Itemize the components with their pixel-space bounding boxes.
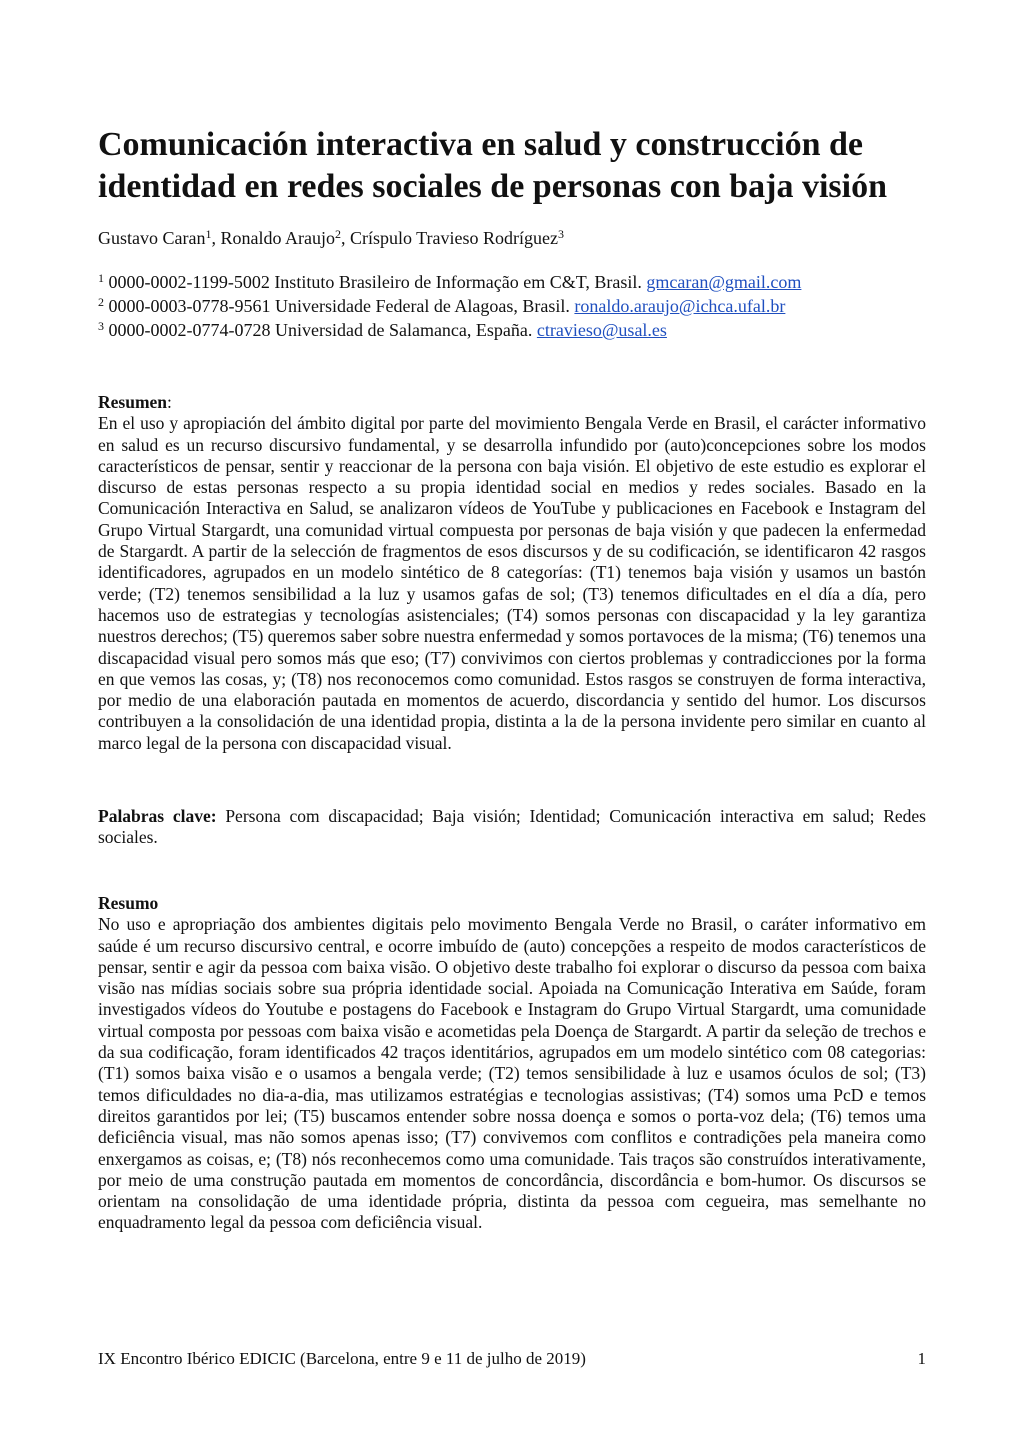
- title-line-2: identidad en redes sociales de personas con baja visión: [98, 168, 888, 205]
- title-line-1: Comunicación interactiva en salud y construcción de: [98, 126, 863, 163]
- abstract-portuguese: [98, 893, 926, 1234]
- author-name: Ronaldo Araujo: [220, 228, 335, 248]
- paper-title: [98, 124, 928, 208]
- author-affiliation-marker: 1: [205, 227, 212, 241]
- abstract-heading: Resumen: [98, 392, 168, 412]
- resumo-body: No uso e apropriação dos ambientes digitais pelo movimento Bengala Verde no Brasil, o caráter informativo em saúde é um recurso discursivo central, e ocorre imbuído de (auto) concepções a respeito de modos característicos de pensar, sentir e agir da pessoa com baixa visão. O objetivo deste trabalho foi explorar o discurso da pessoa com baixa visão nas mídias sociais sobre sua própria identidade social. Apoiada na Comunicação Interativa em Saúde, foram investigados vídeos do Youtube e postagens do Facebook e Instagram do Grupo Virtual Stargardt, uma comunidade virtual composta por pessoas com baixa visão e acometidas pela Doença de Stargardt. A partir da seleção de trechos e da sua codificação, foram identificados 42 traços identitários, agrupados em um modelo sintético com 08 categorias: (T1) somos baixa visão e o usamos a bengala verde; (T2) temos sensibilidade à luz e usamos óculos de sol; (T3) temos dificuldades no dia-a-dia, mas utilizamos estratégias e tecnologias assistivas; (T4) somos uma PcD e temos direitos garantidos por lei; (T5) buscamos entender sobre nossa doença e somos o porta-voz dela; (T6) temos uma deficiência visual, mas não somos apenas isso; (T7) convivemos com conflitos e contradições pela maneira como enxergamos as coisas, e; (T8) nós reconhecemos como uma comunidade. Tais traços são construídos interativamente, por meio de uma construção pautada em momentos de concordância, discordância e bom-humor. Os discursos se orientam na consolidação de uma identidade própria, distinta da pessoa com cegueira, mas semelhante no enquadramento legal da pessoa com deficiência visual.: [98, 914, 926, 1233]
- author-name: Gustavo Caran: [98, 228, 206, 248]
- page-number: 1: [917, 1349, 926, 1368]
- affiliation-item: [98, 318, 928, 342]
- affiliation-text: 0000-0002-0774-0728 Universidad de Salamanca, España.: [108, 320, 533, 340]
- abstract-heading-colon: :: [167, 392, 172, 412]
- keywords-label: Palabras clave:: [98, 806, 217, 826]
- author-affiliation-marker: 3: [558, 227, 564, 241]
- keywords-text: Persona com discapacidad; Baja visión; Identidad; Comunicación interactiva em salud; Redes sociales.: [98, 806, 926, 848]
- affiliation-marker: 3: [98, 319, 104, 333]
- email-link[interactable]: gmcaran@gmail.com: [646, 272, 802, 292]
- abstract-body: En el uso y apropiación del ámbito digital por parte del movimiento Bengala Verde en Brasil, el carácter informativo en salud es un recurso discursivo fundamental, y se desarrolla infundido por (auto)concepciones sobre los modos característicos de pensar, sentir y reaccionar de la persona con baja visión. El objetivo de este estudio es explorar el discurso de estas personas respecto a su propia identidad social en medios y redes sociales. Basado en la Comunicación Interactiva en Salud, se analizaron vídeos de YouTube y publicaciones en Facebook e Instagram del Grupo Virtual Stargardt, una comunidad virtual compuesta por personas de baja visión y que padecen la enfermedad de Stargardt. A partir de la selección de fragmentos de esos discursos y de su codificación, se identificaron 42 rasgos identificadores, agrupados en un modelo sintético de 8 categorías: (T1) tenemos baja visión y usamos un bastón verde; (T2) tenemos sensibilidad a la luz y usamos gafas de sol; (T3) tenemos dificultades en el día a día, pero hacemos uso de estrategias y tecnologías asistenciales; (T4) somos personas con discapacidad y la ley garantiza nuestros derechos; (T5) queremos saber sobre nuestra enfermedad y somos portavoces de la misma; (T6) tenemos una discapacidad visual pero somos más que eso; (T7) convivimos con ciertos problemas y contradicciones por la forma en que vemos las cosas, y; (T8) nos reconocemos como comunidad. Estos rasgos se construyen de forma interactiva, por medio de una elaboración pautada en momentos de acuerdo, discordancia y sentido del humor. Los discursos contribuyen a la consolidación de una identidad propia, distinta a la de la persona invidente pero similar en cuanto al marco legal de la persona con discapacidad visual.: [98, 413, 926, 753]
- email-link[interactable]: ctravieso@usal.es: [536, 320, 667, 340]
- affiliation-item: [98, 294, 928, 318]
- affiliation-text: 0000-0002-1199-5002 Instituto Brasileiro de Informação em C&T, Brasil.: [108, 272, 642, 292]
- author-list: Gustavo Caran$^1$, Ronaldo Araujo$^2$, Críspulo Travieso Rodríguez$^3$: [98, 227, 564, 248]
- abstract-spanish: [98, 392, 926, 754]
- affiliation-item: [98, 270, 928, 294]
- email-link[interactable]: ronaldo.araujo@ichca.ufal.br: [574, 296, 786, 316]
- page-footer: [98, 1348, 926, 1370]
- author-affiliation-marker: 2: [334, 227, 341, 241]
- author-name: Críspulo Travieso Rodríguez: [349, 228, 558, 248]
- affiliation-text: 0000-0003-0778-9561 Universidade Federal de Alagoas, Brasil.: [108, 296, 570, 316]
- keywords: [98, 806, 926, 849]
- resumo-heading: Resumo: [98, 893, 159, 913]
- footer-conference: IX Encontro Ibérico EDICIC (Barcelona, entre 9 e 11 de julho de 2019): [98, 1349, 586, 1368]
- affiliation-marker: 2: [98, 295, 104, 309]
- affiliation-marker: 1: [98, 271, 104, 285]
- affiliation-list: [98, 270, 928, 342]
